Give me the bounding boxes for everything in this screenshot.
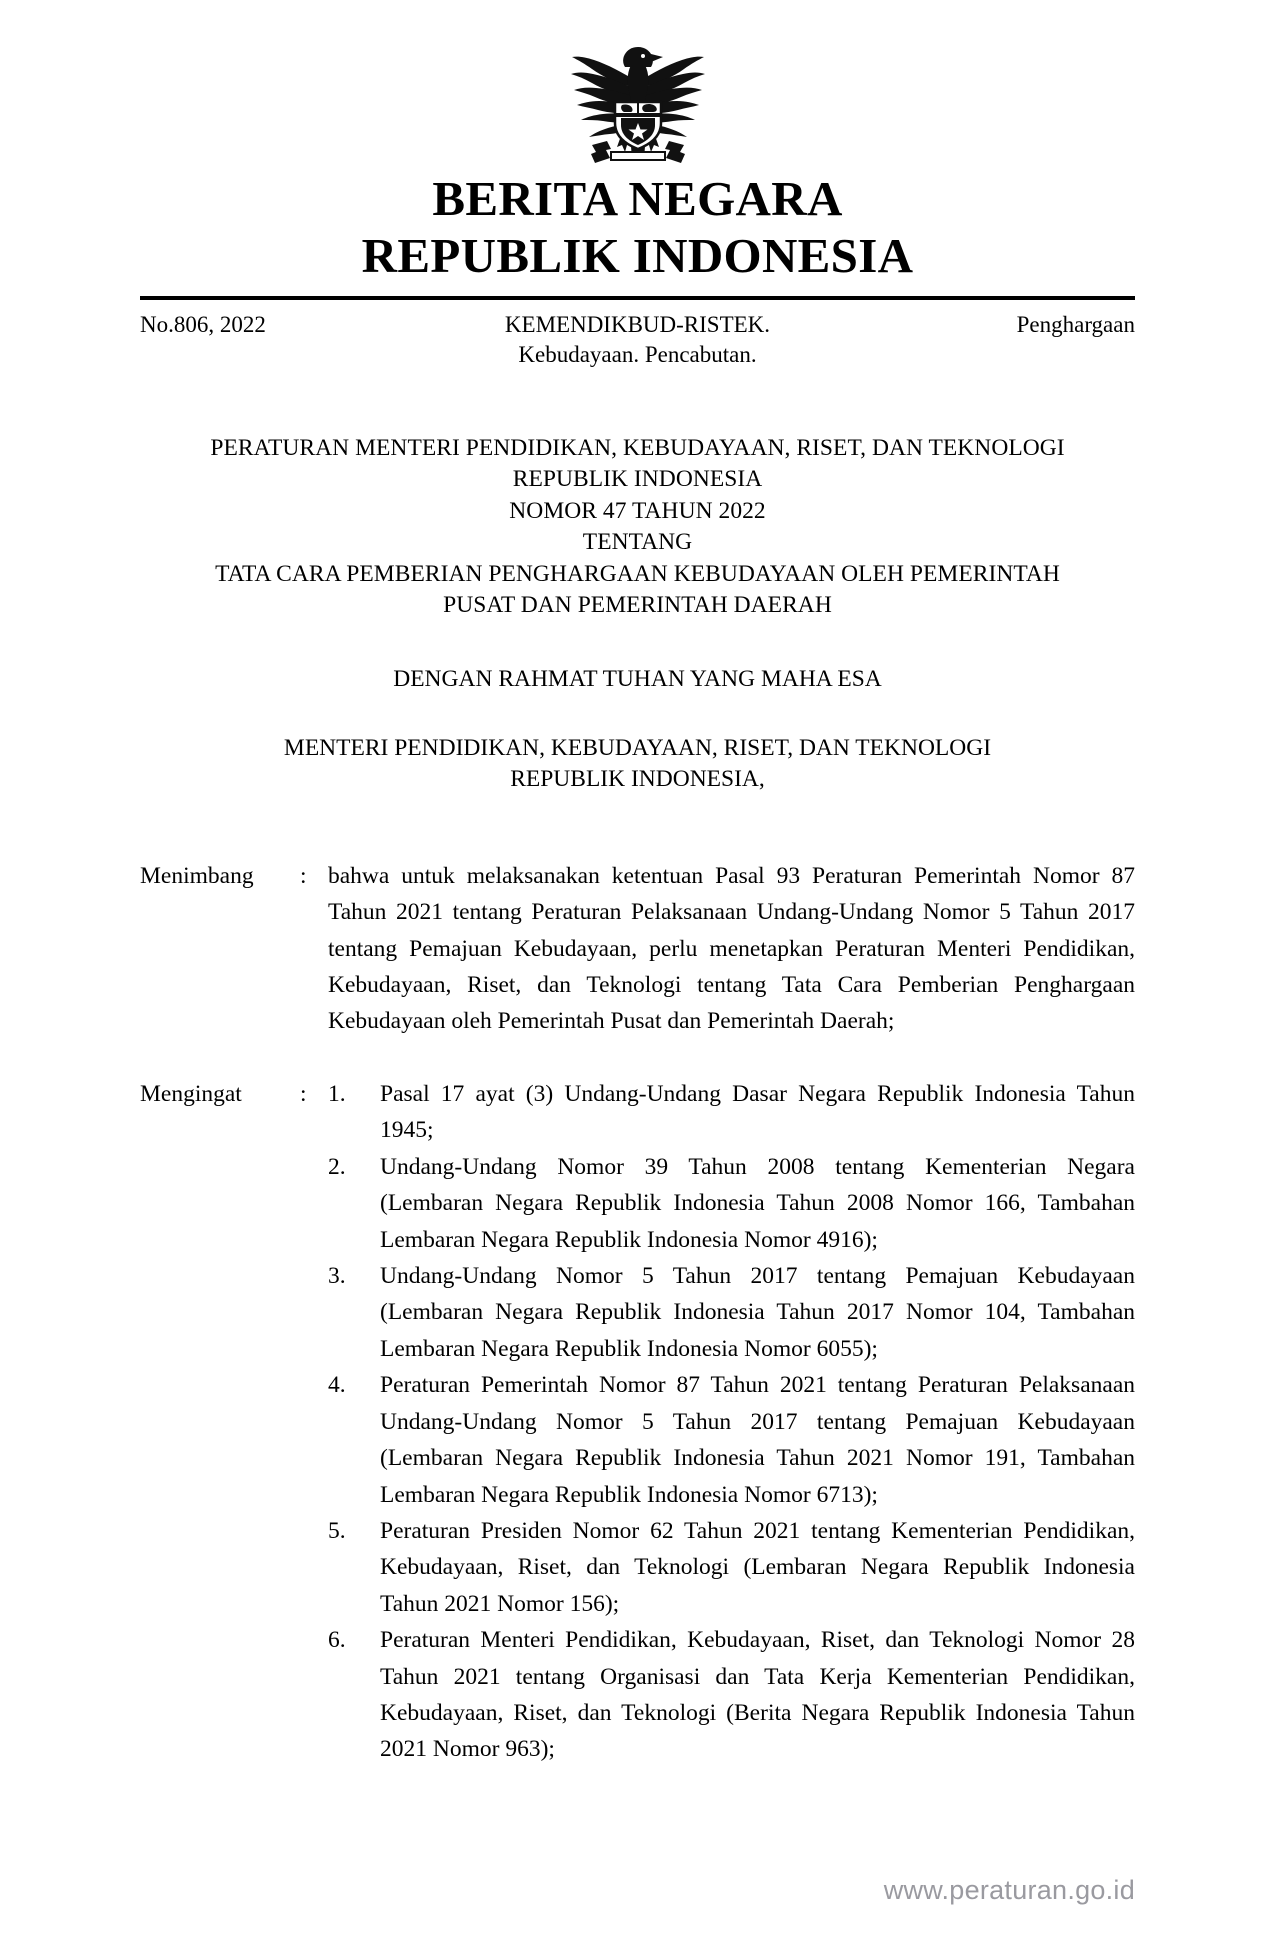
blessing-line: DENGAN RAHMAT TUHAN YANG MAHA ESA [393, 665, 882, 692]
menimbang-label: Menimbang [140, 862, 254, 889]
minister-line-2: REPUBLIK INDONESIA, [510, 766, 765, 793]
title-line-6: PUSAT DAN PEMERINTAH DAERAH [443, 592, 832, 619]
list-item [328, 1367, 1135, 1513]
list-item-text: Peraturan Pemerintah Nomor 87 Tahun 2021 tentang Peraturan Pelaksanaan Undang-Undang Nomor 5 Tahun 2017 tentang Pemajuan Kebudayaan (Lembaran Negara Republik Indonesia Tahun 2021 Nomor 191, Tambahan Lembaran Negara Republik Indonesia Nomor 6713); [380, 1372, 1135, 1508]
list-item-number: 5. [328, 1517, 346, 1544]
emblem-container [140, 0, 1135, 166]
minister-heading [140, 733, 1135, 796]
list-item-number: 4. [328, 1372, 346, 1399]
list-item [328, 1622, 1135, 1768]
masthead [140, 172, 1135, 284]
mengingat-list [328, 1076, 1135, 1768]
list-item-text: Peraturan Menteri Pendidikan, Kebudayaan, Riset, dan Teknologi Nomor 28 Tahun 2021 tentang Organisasi dan Tata Kerja Kementerian Pendidikan, Kebudayaan, Riset, dan Teknologi (Berita Negara Republik Indonesia Tahun 2021 Nomor 963); [380, 1627, 1135, 1763]
mengingat-body [328, 1076, 1135, 1768]
list-item [328, 1513, 1135, 1622]
header-topic: Penghargaan [1016, 311, 1135, 337]
minister-line-1: MENTERI PENDIDIKAN, KEBUDAYAAN, RISET, DAN TEKNOLOGI [283, 734, 992, 761]
list-item-text: Peraturan Presiden Nomor 62 Tahun 2021 tentang Kementerian Pendidikan, Kebudayaan, Riset, dan Teknologi (Lembaran Negara Republik Indonesia Tahun 2021 Nomor 156); [380, 1517, 1135, 1617]
gazette-number: No.806, 2022 [140, 311, 266, 337]
mengingat-label: Mengingat [140, 1080, 242, 1107]
masthead-line-1: BERITA NEGARA [432, 171, 843, 226]
agency-subject [419, 310, 857, 371]
list-item-number: 3. [328, 1263, 346, 1289]
list-item [328, 1258, 1135, 1367]
agency-subject-line: Kebudayaan. Pencabutan. [518, 342, 757, 368]
title-line-2: REPUBLIK INDONESIA [512, 466, 763, 493]
menimbang-body [328, 858, 1135, 1040]
list-item-number: 1. [328, 1080, 346, 1107]
title-line-3: NOMOR 47 TAHUN 2022 [509, 497, 766, 524]
list-item-number: 2. [328, 1153, 346, 1180]
garuda-pancasila-emblem [563, 34, 713, 166]
footer-watermark: www.peraturan.go.id [883, 1875, 1135, 1905]
list-item [328, 1076, 1135, 1149]
menimbang-colon: : [300, 862, 307, 889]
title-line-1: PERATURAN MENTERI PENDIDIKAN, KEBUDAYAAN, RISET, DAN TEKNOLOGI [210, 434, 1065, 461]
mengingat-colon: : [300, 1080, 307, 1107]
regulation-title [140, 433, 1135, 622]
masthead-line-2: REPUBLIK INDONESIA [361, 227, 914, 283]
title-line-4: TENTANG [582, 529, 693, 556]
list-item [328, 1149, 1135, 1258]
list-item-number: 6. [328, 1627, 346, 1654]
agency-name: KEMENDIKBUD-RISTEK. [504, 311, 771, 337]
list-item-text: Undang-Undang Nomor 5 Tahun 2017 tentang Pemajuan Kebudayaan (Lembaran Negara Republik Indonesia Tahun 2017 Nomor 104, Tambahan Lembaran Negara Republik Indonesia Nomor 6055); [380, 1263, 1135, 1362]
list-item-text: Undang-Undang Nomor 39 Tahun 2008 tentang Kementerian Negara (Lembaran Negara Republik Indonesia Tahun 2008 Nomor 166, Tambahan Lembaran Negara Republik Indonesia Nomor 4916); [380, 1153, 1135, 1253]
mengingat-clause [140, 1076, 1135, 1768]
header-info-row [140, 300, 1135, 371]
list-item-text: Pasal 17 ayat (3) Undang-Undang Dasar Negara Republik Indonesia Tahun 1945; [380, 1080, 1135, 1144]
title-line-5: TATA CARA PEMBERIAN PENGHARGAAN KEBUDAYAAN OLEH PEMERINTAH [215, 560, 1060, 587]
menimbang-clause [140, 858, 1135, 1040]
menimbang-text: bahwa untuk melaksanakan ketentuan Pasal 93 Peraturan Pemerintah Nomor 87 Tahun 2021 tentang Peraturan Pelaksanaan Undang-Undang Nomor 5 Tahun 2017 tentang Pemajuan Kebudayaan, perlu menetapkan Peraturan Menteri Pendidikan, Kebudayaan, Riset, dan Teknologi tentang Tata Cara Pemberian Penghargaan Kebudayaan oleh Pemerintah Pusat dan Pemerintah Daerah; [328, 862, 1135, 1035]
